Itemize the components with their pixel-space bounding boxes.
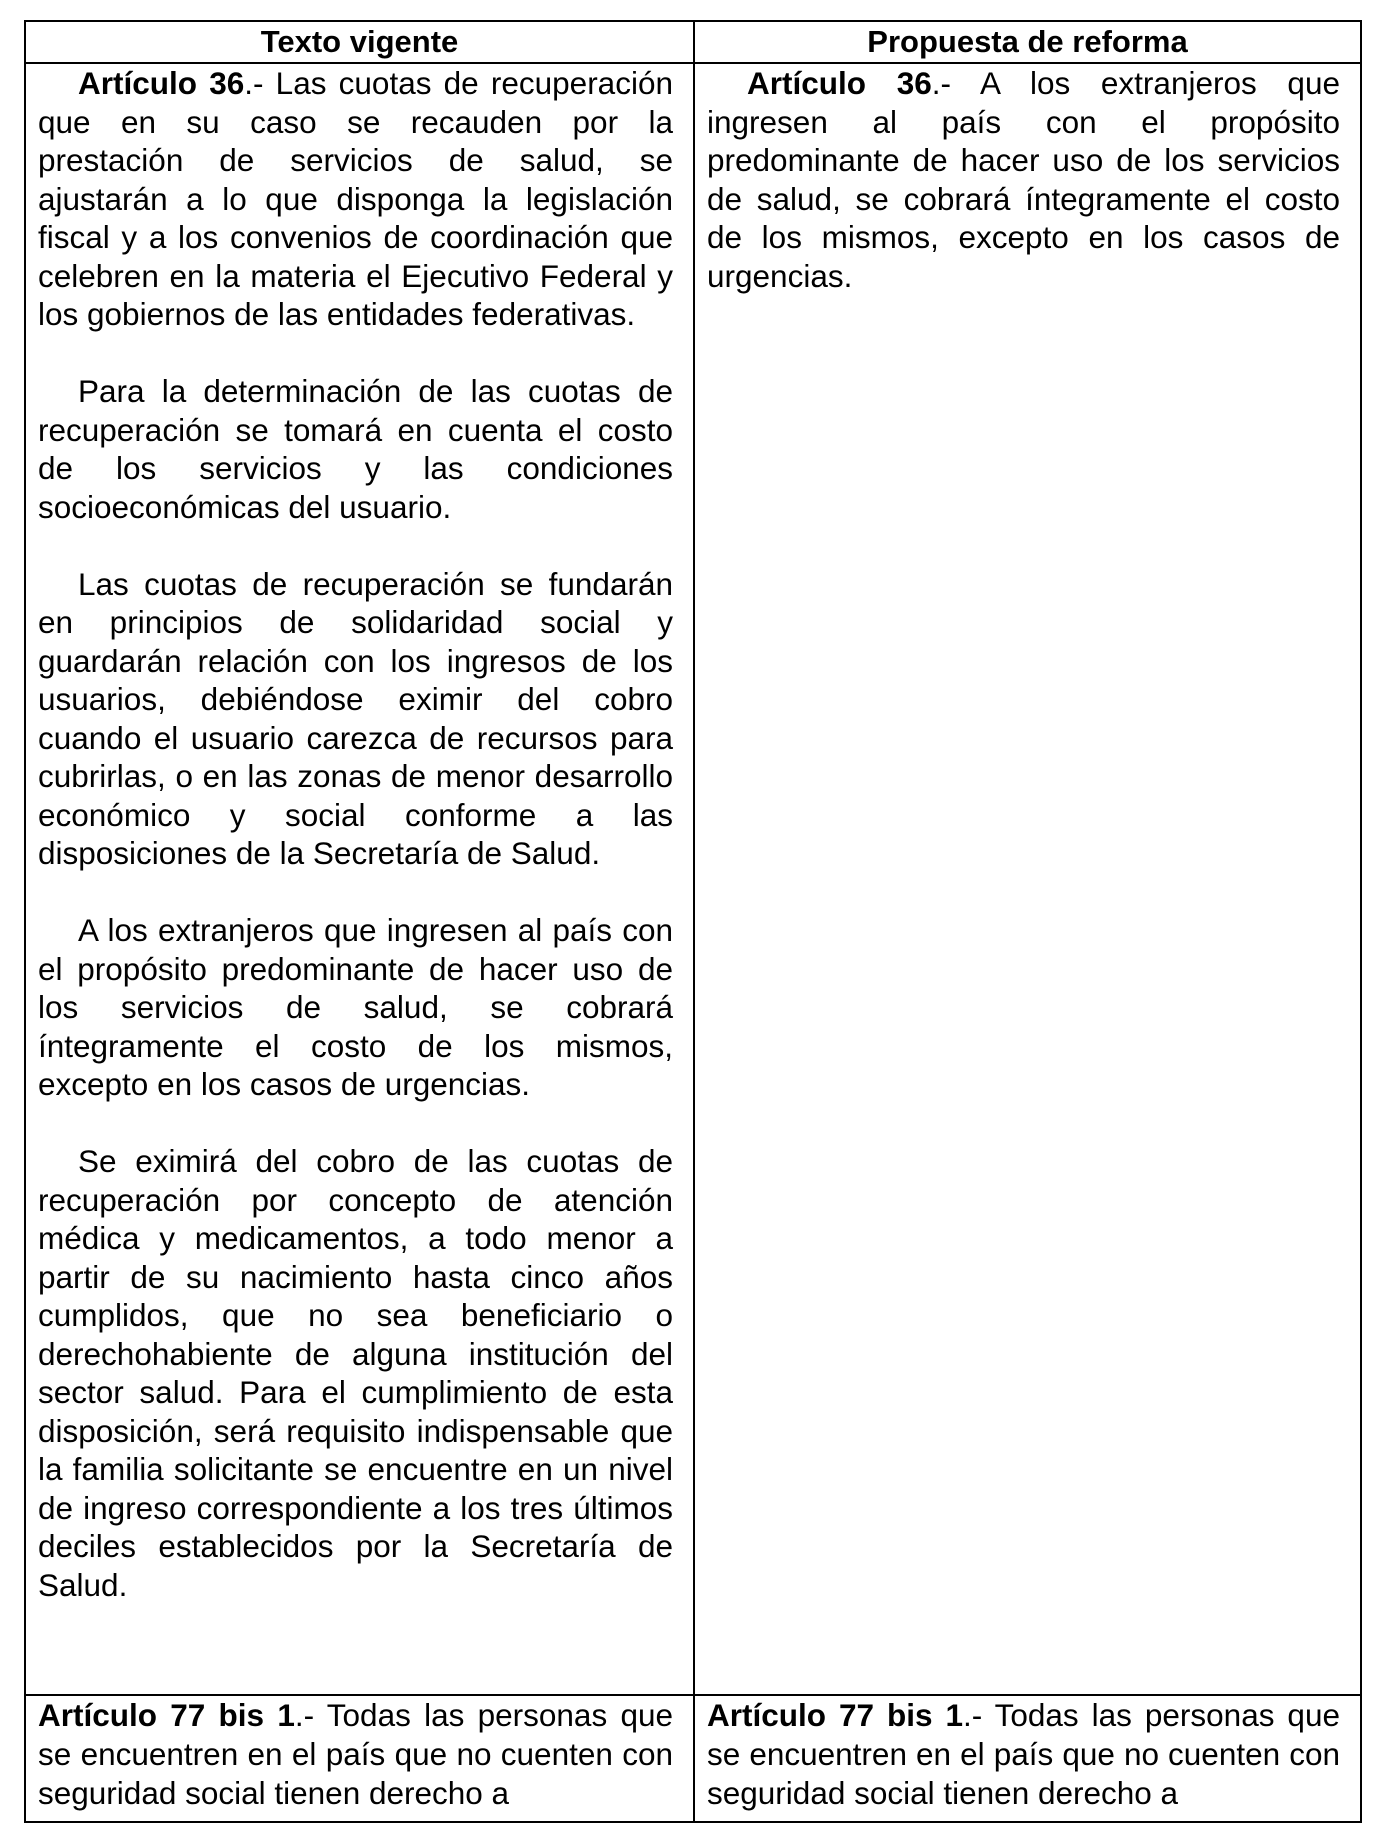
article-36-current-cell bbox=[25, 63, 694, 1695]
article-36-proposal-paragraph bbox=[707, 64, 1340, 295]
article-36-current-paragraph-5: Se eximirá del cobro de las cuotas de recuperación por concepto de atención médica y medicamentos, a todo menor a partir de su nacimiento hasta cinco años cumplidos, que no sea beneficiario o derechohabiente de alguna institución del sector salud. Para el cumplimiento de esta disposición, será requisito indispensable que la familia solicitante se encuentre en un nivel de ingreso correspondiente a los tres últimos deciles establecidos por la Secretaría de Salud. bbox=[38, 1143, 673, 1603]
article-36-current-suffix: .- bbox=[244, 65, 276, 101]
article-77-current-paragraph bbox=[38, 1696, 673, 1813]
article-36-current-label: Artículo 36 bbox=[78, 65, 245, 101]
article-36-proposal-cell bbox=[694, 63, 1361, 1695]
comparison-table bbox=[24, 20, 1362, 1823]
article-77-current-suffix: .- bbox=[294, 1697, 327, 1733]
article-36-current-text-1: Las cuotas de recuperación que en su caso se recauden por la prestación de servicios de salud, se ajustarán a lo que disponga la legislación fiscal y a los convenios de coordinación que celebren en la materia el Ejecutivo Federal y los gobiernos de las entidades federativas. bbox=[38, 65, 673, 332]
article-77-proposal-suffix: .- bbox=[962, 1697, 995, 1733]
article-77-current-label: Artículo 77 bis 1 bbox=[38, 1697, 295, 1733]
header-row bbox=[25, 21, 1361, 63]
article-77-bis-1-row bbox=[25, 1695, 1361, 1822]
article-36-current-paragraph-2: Para la determinación de las cuotas de recuperación se tomará en cuenta el costo de los servicios y las condiciones socioeconómicas del usuario. bbox=[38, 373, 673, 525]
article-36-proposal-suffix: .- bbox=[931, 65, 980, 101]
article-77-proposal-label: Artículo 77 bis 1 bbox=[707, 1697, 963, 1733]
article-36-current-paragraph-4: A los extranjeros que ingresen al país con el propósito predominante de hacer uso de los servicios de salud, se cobrará íntegramente el costo de los mismos, excepto en los casos de urgencias. bbox=[38, 912, 673, 1102]
article-36-current-paragraph-3: Las cuotas de recuperación se fundarán en principios de solidaridad social y guardarán relación con los ingresos de los usuarios, debiéndose eximir del cobro cuando el usuario carezca de recursos para cubrirlas, o en las zonas de menor desarrollo económico y social conforme a las disposiciones de la Secretaría de Salud. bbox=[38, 565, 673, 871]
article-77-proposal-cell bbox=[694, 1695, 1361, 1822]
article-36-proposal-label: Artículo 36 bbox=[747, 65, 932, 101]
header-proposal: Propuesta de reforma bbox=[694, 21, 1361, 63]
header-current-text: Texto vigente bbox=[25, 21, 694, 63]
article-36-current-paragraph-1 bbox=[38, 64, 673, 334]
article-77-proposal-paragraph bbox=[707, 1696, 1340, 1813]
article-77-proposal-text: Todas las personas que se encuentren en el país que no cuenten con seguridad social tienen derecho a bbox=[707, 1697, 1340, 1811]
article-36-row bbox=[25, 63, 1361, 1695]
article-77-current-cell bbox=[25, 1695, 694, 1822]
document-page bbox=[24, 20, 1360, 1828]
article-77-current-text: Todas las personas que se encuentren en el país que no cuenten con seguridad social tienen derecho a bbox=[38, 1697, 673, 1811]
article-36-proposal-text: A los extranjeros que ingresen al país con el propósito predominante de hacer uso de los servicios de salud, se cobrará íntegramente el costo de los mismos, excepto en los casos de urgencias. bbox=[707, 65, 1340, 294]
